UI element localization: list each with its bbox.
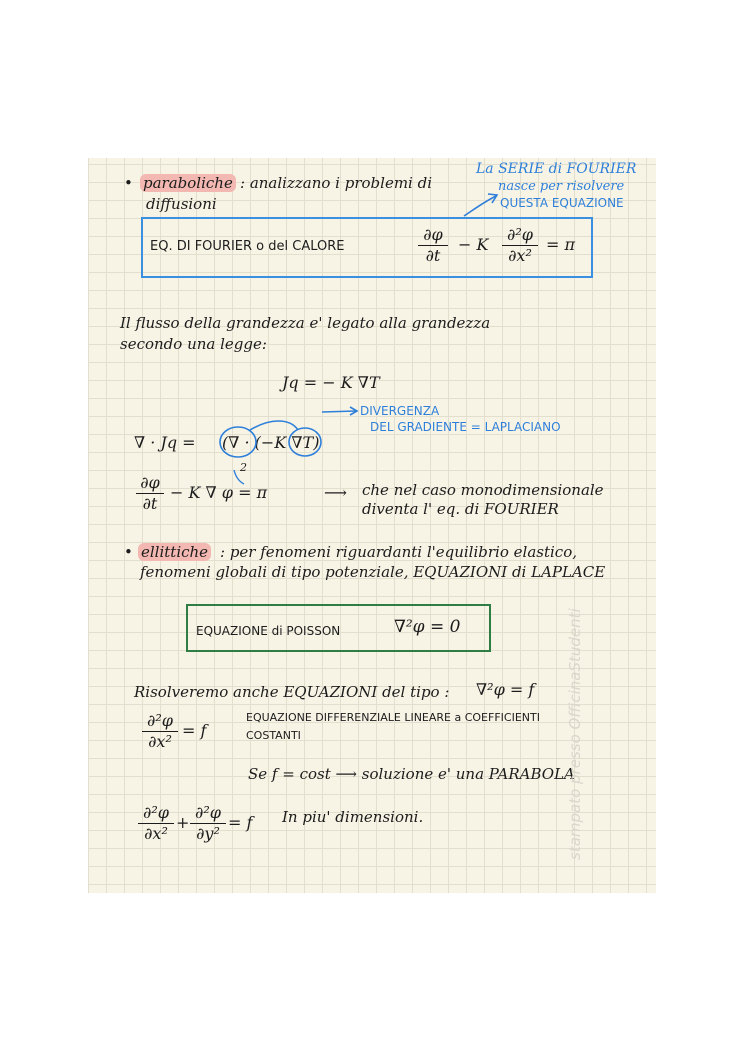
laplacian-superscript: 2	[240, 461, 247, 474]
fourier-rhs: = π	[546, 235, 576, 254]
fraction-denominator: ∂t	[142, 494, 158, 513]
flux-text-line1: Il flusso della grandezza e' legato alla grandezza	[120, 314, 491, 332]
solve-equation: ∇²φ = f	[476, 680, 535, 699]
poisson-equation-label: EQUAZIONE di POISSON	[196, 624, 341, 638]
fraction-numerator: ∂²φ	[507, 225, 533, 244]
fraction-numerator: ∂²φ	[147, 711, 173, 730]
second-derivative-rhs: = f	[182, 721, 207, 740]
divergence-rhs: (∇ · (−K ∇T)	[222, 433, 320, 452]
paraboliche-description-2: diffusioni	[146, 195, 217, 213]
linear-equation-desc-line2: COSTANTI	[246, 729, 301, 742]
watermark: stampato presso OfficinaStudenti	[566, 608, 584, 860]
ellittiche-description: : per fenomeni riguardanti l'equilibrio elastico,	[220, 543, 577, 561]
highlight-ellittiche: ellittiche	[138, 543, 211, 561]
bullet: •	[124, 543, 133, 561]
fourier-equation-label: EQ. DI FOURIER o del CALORE	[150, 239, 345, 254]
second-derivative-fraction	[142, 712, 178, 751]
fraction-denominator: ∂y²	[196, 824, 220, 843]
linear-equation-desc-line1: EQUAZIONE DIFFERENZIALE LINEARE a COEFFICIENTI	[246, 711, 540, 724]
diffusion-note-line2: diventa l' eq. di FOURIER	[362, 500, 559, 518]
solve-text: Risolveremo anche EQUAZIONI del tipo :	[134, 683, 450, 701]
fourier-minus-k: − K	[458, 235, 489, 254]
divergence-lhs: ∇ · Jq =	[134, 433, 196, 452]
constant-case: Se f = cost ⟶ soluzione e' una PARABOLA	[248, 765, 575, 783]
poisson-equation: ∇²φ = 0	[394, 617, 461, 637]
fourier-fraction-time	[418, 226, 448, 265]
diffusion-fraction	[136, 474, 164, 513]
multi-dimension-note: In piu' dimensioni.	[282, 808, 424, 826]
fraction-numerator: ∂φ	[423, 225, 443, 244]
multi-fraction-x	[138, 804, 174, 843]
arrow-icon: ⟶	[324, 483, 347, 502]
multi-rhs: = f	[228, 813, 253, 832]
note-fourier-line2: nasce per risolvere	[498, 179, 625, 194]
keyword-paraboliche	[140, 174, 236, 192]
flux-text-line2: secondo una legge:	[120, 335, 267, 353]
note-fourier-line1: La SERIE di FOURIER	[476, 161, 637, 177]
fraction-denominator: ∂x²	[144, 824, 168, 843]
flux-law: Jq = − K ∇T	[282, 373, 380, 392]
fourier-fraction-space	[502, 226, 538, 265]
diffusion-note-line1: che nel caso monodimensionale	[362, 481, 604, 499]
fraction-numerator: ∂²φ	[195, 803, 221, 822]
note-gradiente-laplaciano: DEL GRADIENTE = LAPLACIANO	[370, 420, 561, 434]
multi-fraction-y	[190, 804, 226, 843]
keyword-ellittiche	[138, 543, 211, 561]
fraction-numerator: ∂²φ	[143, 803, 169, 822]
note-fourier-line3: QUESTA EQUAZIONE	[500, 196, 624, 210]
diffusion-equation-rest: − K ∇ φ = π	[170, 483, 268, 502]
paraboliche-description: : analizzano i problemi di	[240, 174, 433, 192]
plus-sign: +	[176, 813, 190, 832]
bullet: •	[124, 174, 133, 192]
fraction-denominator: ∂x²	[148, 732, 172, 751]
fraction-denominator: ∂x²	[508, 246, 532, 265]
ellittiche-description-2: fenomeni globali di tipo potenziale, EQUAZIONI di LAPLACE	[140, 563, 606, 581]
note-divergenza: DIVERGENZA	[360, 404, 440, 418]
fraction-denominator: ∂t	[425, 246, 441, 265]
highlight-paraboliche: paraboliche	[140, 174, 236, 192]
fraction-numerator: ∂φ	[140, 473, 160, 492]
